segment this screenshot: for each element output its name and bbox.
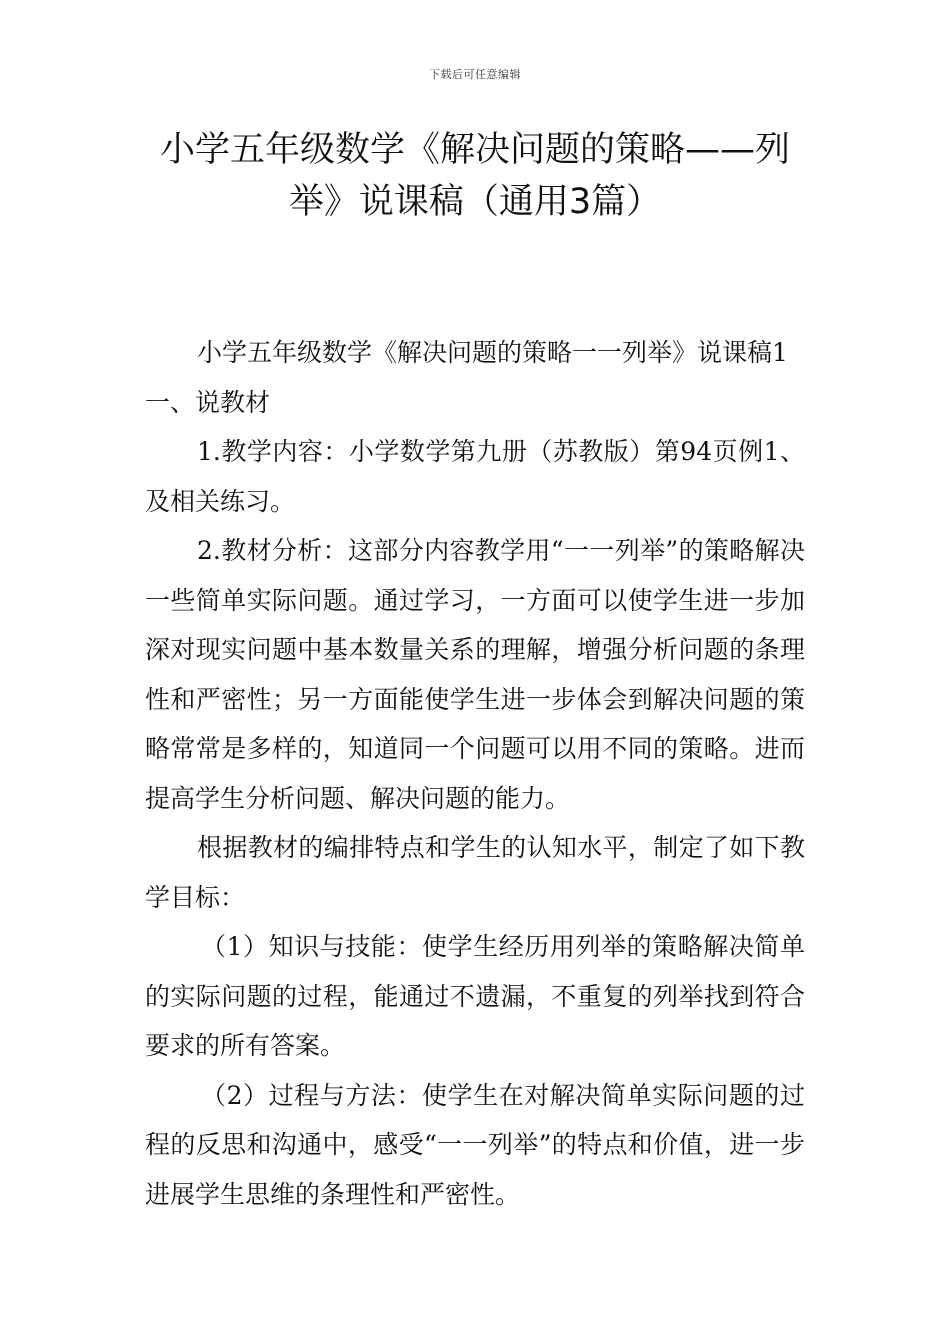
paragraph: （1）知识与技能：使学生经历用列举的策略解决简单的实际问题的过程，能通过不遗漏，不重复的列举找到符合要求的所有答案。 [145,932,805,1060]
document-title: 小学五年级数学《解决问题的策略——列举》说课稿（通用3篇） [159,130,790,222]
header-note: 下载后可任意编辑 [429,68,521,81]
paragraph: 2.教材分析：这部分内容教学用“一一列举”的策略解决一些简单实际问题。通过学习，一方面可以使学生进一步加深对现实问题中基本数量关系的理解，增强分析问题的条理性和严密性；另一方面能使学生进一步体会到解决问题的策略常常是多样的，知道同一个问题可以用不同的策略。进而提高学生分析问题、解决问题的能力。 [145,536,805,813]
section-heading: 小学五年级数学《解决问题的策略一一列举》说课稿1 [197,338,788,367]
document-body [145,328,805,1219]
paragraph: 1.教学内容：小学数学第九册（苏教版）第94页例1、及相关练习。 [145,437,805,516]
subsection-heading: 一、说教材 [145,387,271,417]
paragraph: 根据教材的编排特点和学生的认知水平，制定了如下教学目标： [145,833,805,912]
paragraph: （2）过程与方法：使学生在对解决简单实际问题的过程的反思和沟通中，感受“一一列举”的特点和价值，进一步进展学生思维的条理性和严密性。 [145,1080,805,1209]
